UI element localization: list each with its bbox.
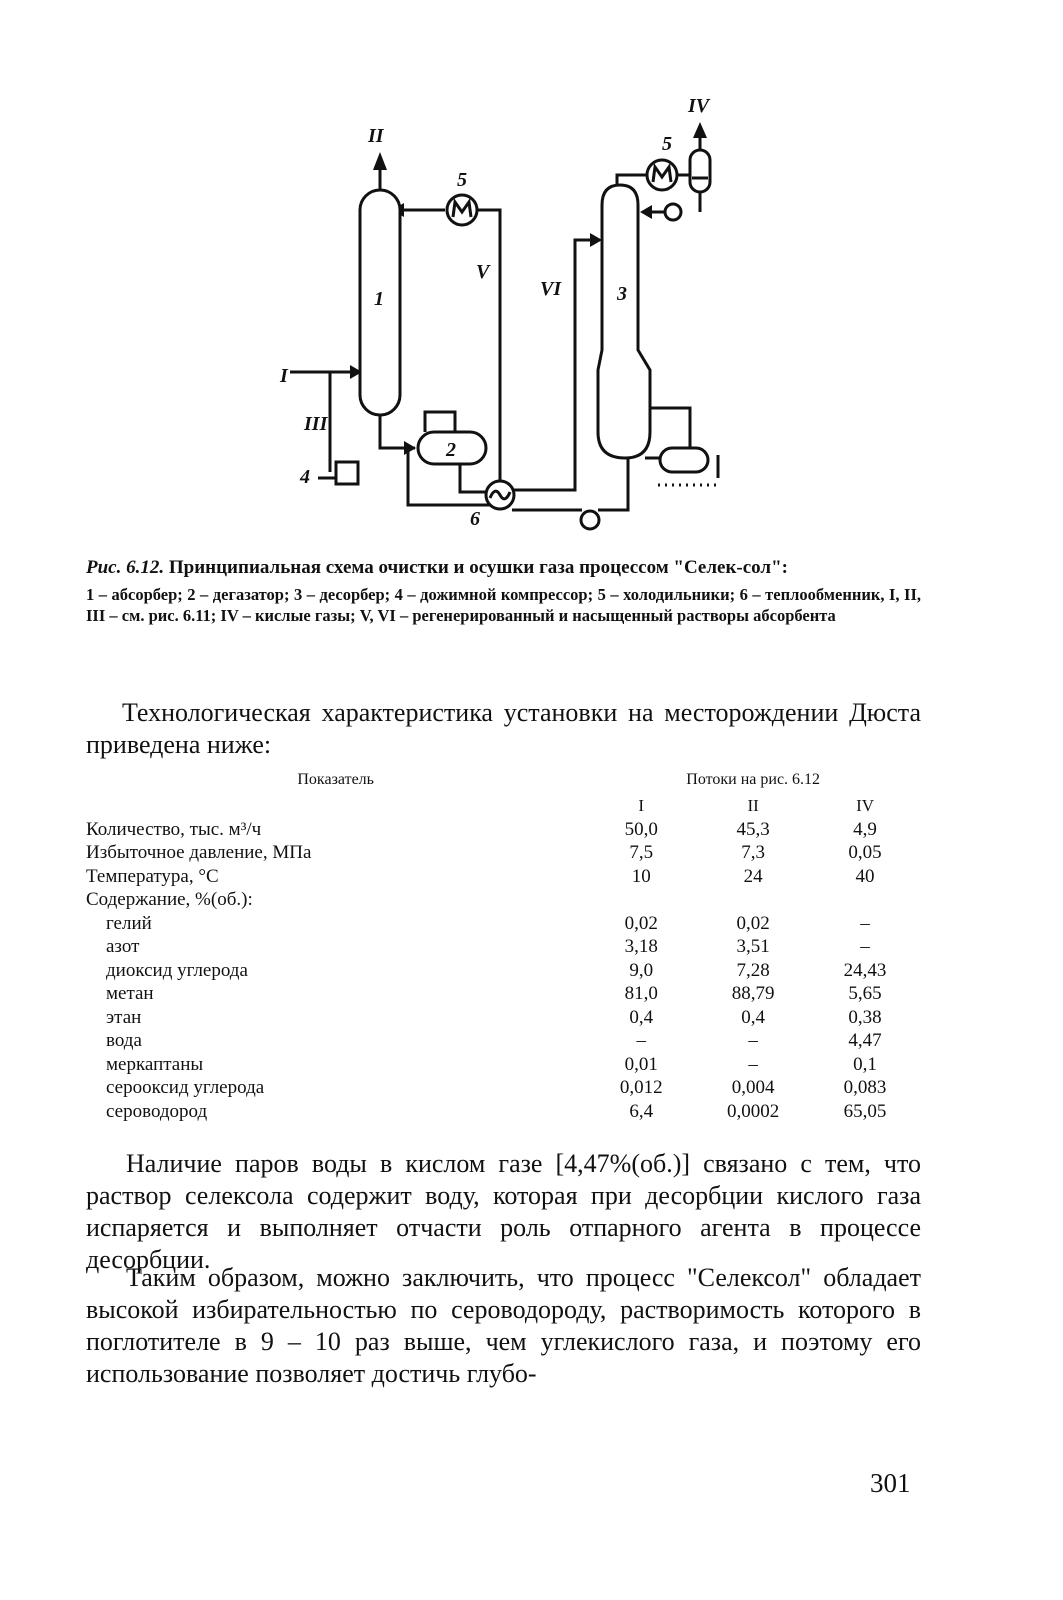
label-cooler-left: 5 xyxy=(457,169,467,191)
table-row xyxy=(86,865,921,889)
row-label: серооксид углерода xyxy=(106,1077,265,1099)
cell: 0,0002 xyxy=(727,1100,780,1122)
cell: 0,01 xyxy=(624,1053,658,1075)
cell: 65,05 xyxy=(843,1100,887,1122)
cell: 0,012 xyxy=(619,1077,663,1099)
table-row xyxy=(86,841,921,865)
caption-legend: 1 – абсорбер; 2 – дегазатор; 3 – десорбер; 4 – дожимной компрессор; 5 – холодильники; 6 – теплообменник, I, II, III – см. рис. 6.11; IV – кислые газы; V, VI – регенерированный и насыщенный растворы абсорбента xyxy=(86,585,921,625)
cell xyxy=(809,888,921,912)
cell: 10 xyxy=(631,865,651,887)
cell: 24,43 xyxy=(843,959,887,981)
label-cooler-right: 5 xyxy=(662,133,672,155)
cell: 0,38 xyxy=(848,1006,882,1028)
cell: – xyxy=(748,1030,758,1052)
page-number: 301 xyxy=(870,1468,911,1498)
cell: – xyxy=(636,1030,647,1052)
cell: 0,02 xyxy=(624,912,658,934)
label-desorber: 3 xyxy=(617,283,627,305)
cell: 4,9 xyxy=(853,818,877,840)
table-row xyxy=(86,1053,921,1077)
reboiler xyxy=(660,448,708,472)
label-degasser: 2 xyxy=(446,439,456,461)
cell: 6,4 xyxy=(629,1100,654,1122)
reflux-drum xyxy=(690,150,710,192)
label-stream-III: III xyxy=(304,413,328,435)
caption-title: Принципиальная схема очистки и осушки газа процессом "Селек-сол": xyxy=(168,557,788,578)
row-label: Избыточное давление, МПа xyxy=(86,842,312,864)
label-stream-II: II xyxy=(368,125,384,147)
cell: 7,3 xyxy=(741,842,766,864)
cell: 7,5 xyxy=(629,842,654,864)
row-label: азот xyxy=(106,936,140,958)
cell: 45,3 xyxy=(736,818,770,840)
row-label: Содержание, %(об.): xyxy=(86,889,253,911)
table-row xyxy=(86,1076,921,1100)
cell: 88,79 xyxy=(731,983,775,1005)
table-row xyxy=(86,935,921,959)
table-row xyxy=(86,818,921,842)
label-stream-V: V xyxy=(476,261,490,283)
label-absorber: 1 xyxy=(374,288,384,310)
label-stream-IV: IV xyxy=(688,95,710,117)
cell: 40 xyxy=(855,865,875,887)
cell xyxy=(697,888,809,912)
cell: 0,4 xyxy=(629,1006,654,1028)
process-flow-diagram xyxy=(270,90,740,540)
table-row xyxy=(86,1006,921,1030)
row-label: этан xyxy=(106,1006,142,1028)
label-stream-I: I xyxy=(280,365,288,387)
compressor-4 xyxy=(336,462,358,484)
body-paragraph: Таким образом, можно заключить, что процесс "Селексол" обладает высокой избирательностью по сероводороду, растворимость которого в поглотителе в 9 – 10 раз выше, чем углекислого газа, и поэтому его использование позволяет достичь глубо- xyxy=(86,1263,921,1388)
label-heat-exchanger: 6 xyxy=(470,508,480,530)
table-row xyxy=(86,888,921,912)
cell xyxy=(585,888,697,912)
row-label: гелий xyxy=(106,912,152,934)
caption-number: Рис. 6.12. xyxy=(86,557,165,578)
figure-caption xyxy=(86,556,921,626)
row-label: Температура, °С xyxy=(86,865,219,887)
table-row xyxy=(86,1100,921,1124)
label-compressor: 4 xyxy=(300,466,310,488)
cell: 24 xyxy=(743,865,763,887)
cell: 3,18 xyxy=(624,936,658,958)
cell: 0,1 xyxy=(853,1053,877,1075)
table-row xyxy=(86,959,921,983)
cell: 0,083 xyxy=(843,1077,887,1099)
cell: – xyxy=(748,1053,758,1075)
table-row xyxy=(86,1029,921,1053)
cell: – xyxy=(860,936,870,958)
cell: 9,0 xyxy=(629,959,654,981)
cell: 0,004 xyxy=(731,1077,775,1099)
streams-header: Потоки на рис. 6.12 xyxy=(686,770,821,788)
pump-bottom xyxy=(581,511,599,529)
desorber-column xyxy=(598,185,650,458)
table-row xyxy=(86,912,921,936)
cell: 81,0 xyxy=(624,983,658,1005)
cell: 5,65 xyxy=(848,983,882,1005)
row-label: Количество, тыс. м³/ч xyxy=(86,818,262,840)
cell: 0,02 xyxy=(736,912,770,934)
pump-reflux xyxy=(665,204,681,220)
label-stream-VI: VI xyxy=(540,278,562,300)
column-header: II xyxy=(747,796,759,816)
data-table xyxy=(86,764,921,1123)
cell: 3,51 xyxy=(736,936,770,958)
cell: 0,4 xyxy=(741,1006,766,1028)
column-header: IV xyxy=(856,796,875,816)
body-paragraph: Наличие паров воды в кислом газе [4,47%(об.)] связано с тем, что раствор селексола содержит воду, которая при десорбции кислого газа испаряется и выполняет отчасти роль отпарного агента в процессе десорбции. xyxy=(86,1149,921,1274)
intro-paragraph: Технологическая характеристика установки на месторождении Дюста приведена ниже: xyxy=(86,698,921,759)
cell: 4,47 xyxy=(848,1030,882,1052)
row-label: сероводород xyxy=(106,1100,208,1122)
column-header: I xyxy=(638,796,645,816)
cell: 50,0 xyxy=(624,818,658,840)
cell: – xyxy=(860,912,870,934)
row-label: меркаптаны xyxy=(106,1053,204,1075)
indicator-header: Показатель xyxy=(297,770,374,788)
table-row xyxy=(86,982,921,1006)
row-label: метан xyxy=(106,983,154,1005)
cell: 7,28 xyxy=(736,959,770,981)
row-label: вода xyxy=(106,1030,142,1052)
row-label: диоксид углерода xyxy=(106,959,248,981)
cell: 0,05 xyxy=(848,842,882,864)
